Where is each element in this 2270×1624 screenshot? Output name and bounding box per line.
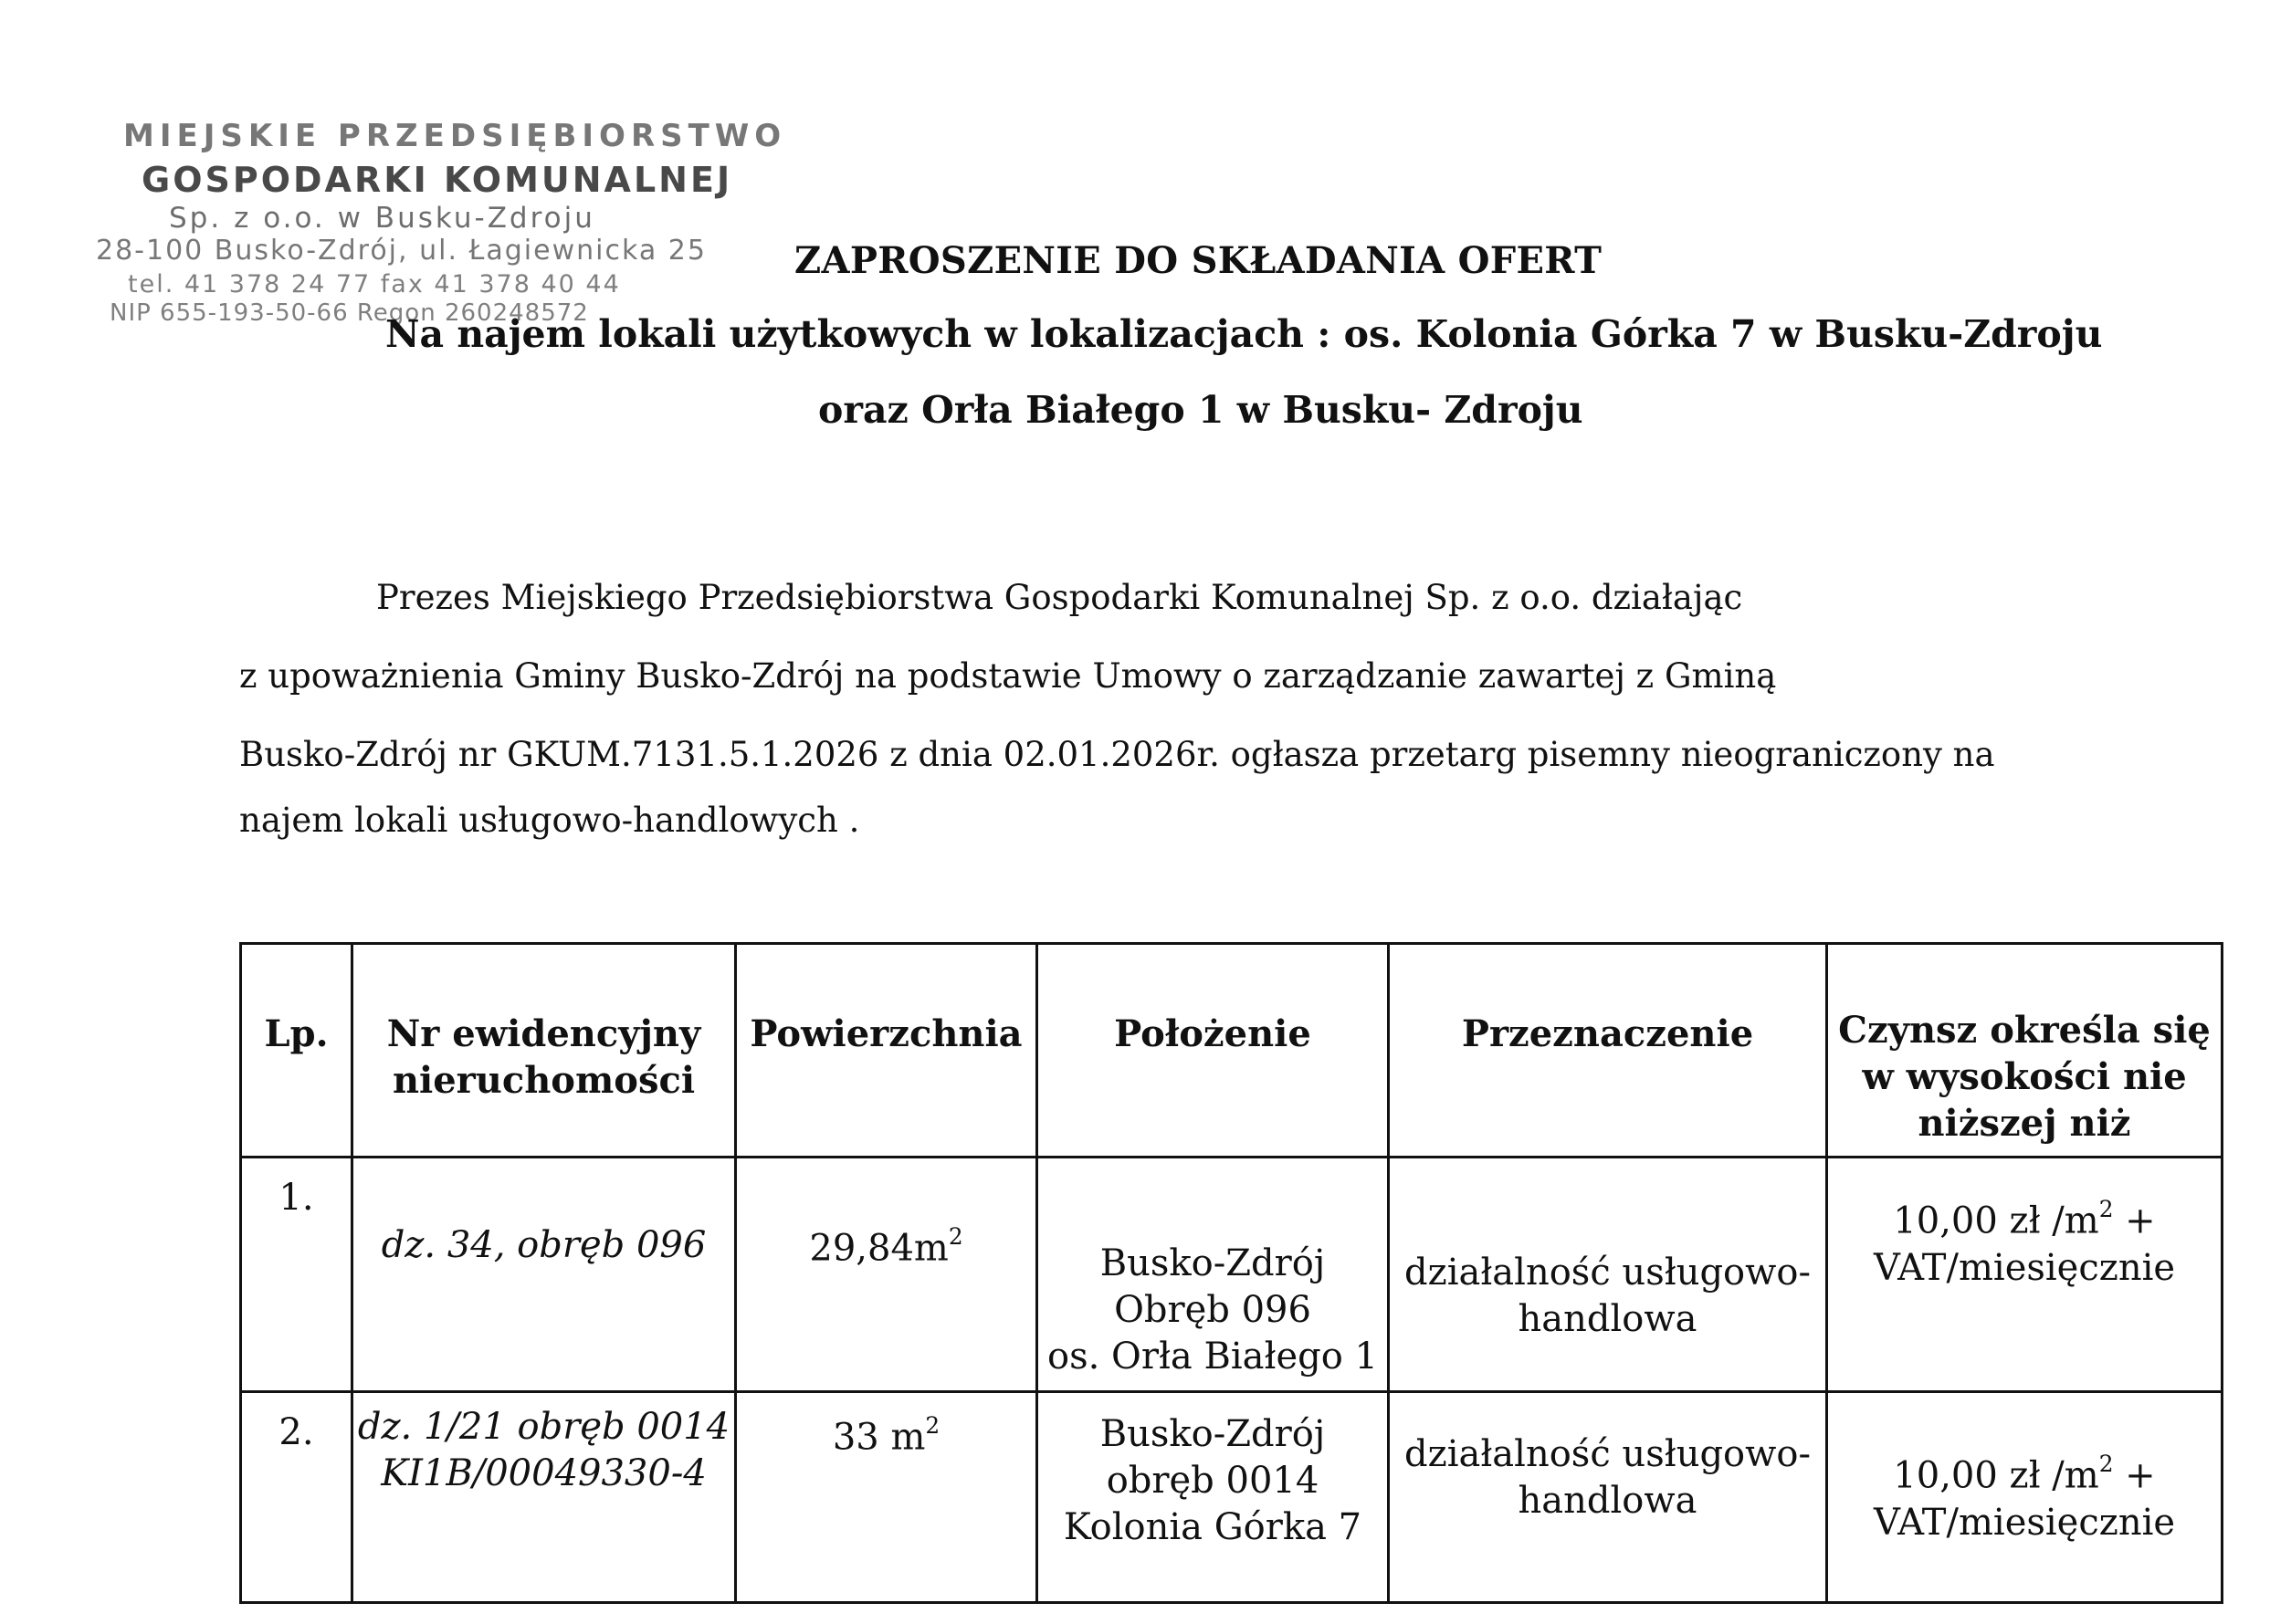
land-register-number: KI1B/00049330-4 — [381, 1452, 707, 1495]
stamp-line-1: MIEJSKIE PRZEDSIĘBIORSTWO — [123, 118, 787, 154]
cell-nr-ewidencyjny — [352, 1158, 736, 1392]
premises-table — [239, 942, 2223, 1604]
purpose-line-1: działalność usługowo- — [1404, 1252, 1811, 1294]
document-subtitle-line-1: Na najem lokali użytkowych w lokalizacjach : os. Kolonia Górka 7 w Busku-Zdroju — [385, 312, 2103, 356]
area-value: 29,84m — [809, 1227, 949, 1270]
rent-period: VAT/miesięcznie — [1873, 1246, 2176, 1289]
purpose-line-2: handlowa — [1518, 1298, 1697, 1341]
purpose-line-2: handlowa — [1518, 1480, 1697, 1523]
header-cz-label-3: niższej niż — [1918, 1102, 2131, 1146]
rent-period: VAT/miesięcznie — [1873, 1501, 2176, 1544]
stamp-line-5: tel. 41 378 24 77 fax 41 378 40 44 — [128, 270, 621, 299]
table-row — [241, 1392, 2223, 1603]
cell-polozenie — [1037, 1392, 1389, 1603]
cell-nr-ewidencyjny — [352, 1392, 736, 1603]
cell-powierzchnia — [736, 1158, 1037, 1392]
header-nr-label-1: Nr ewidencyjny — [386, 1012, 701, 1055]
header-lp — [241, 944, 352, 1158]
area-unit-exponent: 2 — [948, 1223, 963, 1250]
location-line-1: Busko-Zdrój — [1099, 1242, 1326, 1284]
location-line-2: Obręb 096 — [1114, 1289, 1311, 1332]
location-line-3: Kolonia Górka 7 — [1063, 1506, 1362, 1549]
cell-czynsz — [1827, 1158, 2223, 1392]
stamp-line-4: 28-100 Busko-Zdrój, ul. Łagiewnicka 25 — [96, 235, 707, 267]
cell-lp — [241, 1158, 352, 1392]
area-unit-exponent: 2 — [925, 1412, 941, 1439]
header-nr-ewidencyjny — [352, 944, 736, 1158]
body-line-2: z upoważnienia Gminy Busko-Zdrój na podstawie Umowy o zarządzanie zawartej z Gminą — [239, 656, 1777, 696]
purpose-line-1: działalność usługowo- — [1404, 1433, 1811, 1475]
cell-czynsz — [1827, 1392, 2223, 1603]
row-number: 1. — [278, 1177, 314, 1219]
header-cz-label-1: Czynsz określa się — [1838, 1009, 2211, 1052]
rent-unit-exponent: 2 — [2098, 1196, 2114, 1222]
cell-polozenie — [1037, 1158, 1389, 1392]
body-line-3: Busko-Zdrój nr GKUM.7131.5.1.2026 z dnia 02.01.2026r. ogłasza przetarg pisemny nieograniczony na — [239, 735, 1995, 774]
body-line-1: Prezes Miejskiego Przedsiębiorstwa Gospodarki Komunalnej Sp. z o.o. działając — [376, 578, 1743, 617]
location-line-2: obręb 0014 — [1106, 1460, 1319, 1503]
location-line-3: os. Orła Białego 1 — [1046, 1336, 1378, 1378]
header-polozenie — [1037, 944, 1389, 1158]
location-line-1: Busko-Zdrój — [1099, 1413, 1326, 1455]
document-subtitle-line-2: oraz Orła Białego 1 w Busku- Zdroju — [818, 388, 1583, 432]
cell-przeznaczenie — [1389, 1392, 1827, 1603]
rent-plus: + — [2113, 1454, 2156, 1497]
table-header-row — [241, 944, 2223, 1158]
rent-value: 10,00 zł /m — [1893, 1454, 2099, 1497]
parcel-number: dz. 34, obręb 096 — [381, 1224, 707, 1266]
header-cz-label-2: w wysokości nie — [1862, 1055, 2187, 1099]
cell-powierzchnia — [736, 1392, 1037, 1603]
header-powierzchnia — [736, 944, 1037, 1158]
stamp-line-3: Sp. z o.o. w Busku-Zdroju — [169, 202, 595, 235]
cell-przeznaczenie — [1389, 1158, 1827, 1392]
header-prz-label: Przeznaczenie — [1461, 1012, 1754, 1055]
header-lp-label: Lp. — [264, 1012, 329, 1055]
table-row — [241, 1158, 2223, 1392]
rent-value: 10,00 zł /m — [1893, 1200, 2099, 1242]
document-title: ZAPROSZENIE DO SKŁADANIA OFERT — [794, 239, 1603, 282]
row-number: 2. — [278, 1411, 314, 1453]
parcel-number: dz. 1/21 obręb 0014 — [357, 1406, 730, 1448]
header-pow-label: Powierzchnia — [750, 1012, 1023, 1055]
header-przeznaczenie — [1389, 944, 1827, 1158]
stamp-line-6: NIP 655-193-50-66 Regon 260248572 — [110, 299, 589, 327]
rent-unit-exponent: 2 — [2098, 1451, 2114, 1477]
cell-lp — [241, 1392, 352, 1603]
header-nr-label-2: nieruchomości — [392, 1059, 696, 1103]
header-czynsz — [1827, 944, 2223, 1158]
area-value: 33 m — [832, 1416, 926, 1459]
rent-plus: + — [2113, 1200, 2156, 1242]
body-line-4: najem lokali usługowo-handlowych . — [239, 801, 860, 840]
stamp-line-2: GOSPODARKI KOMUNALNEJ — [142, 160, 733, 200]
header-pol-label: Położenie — [1114, 1012, 1311, 1055]
